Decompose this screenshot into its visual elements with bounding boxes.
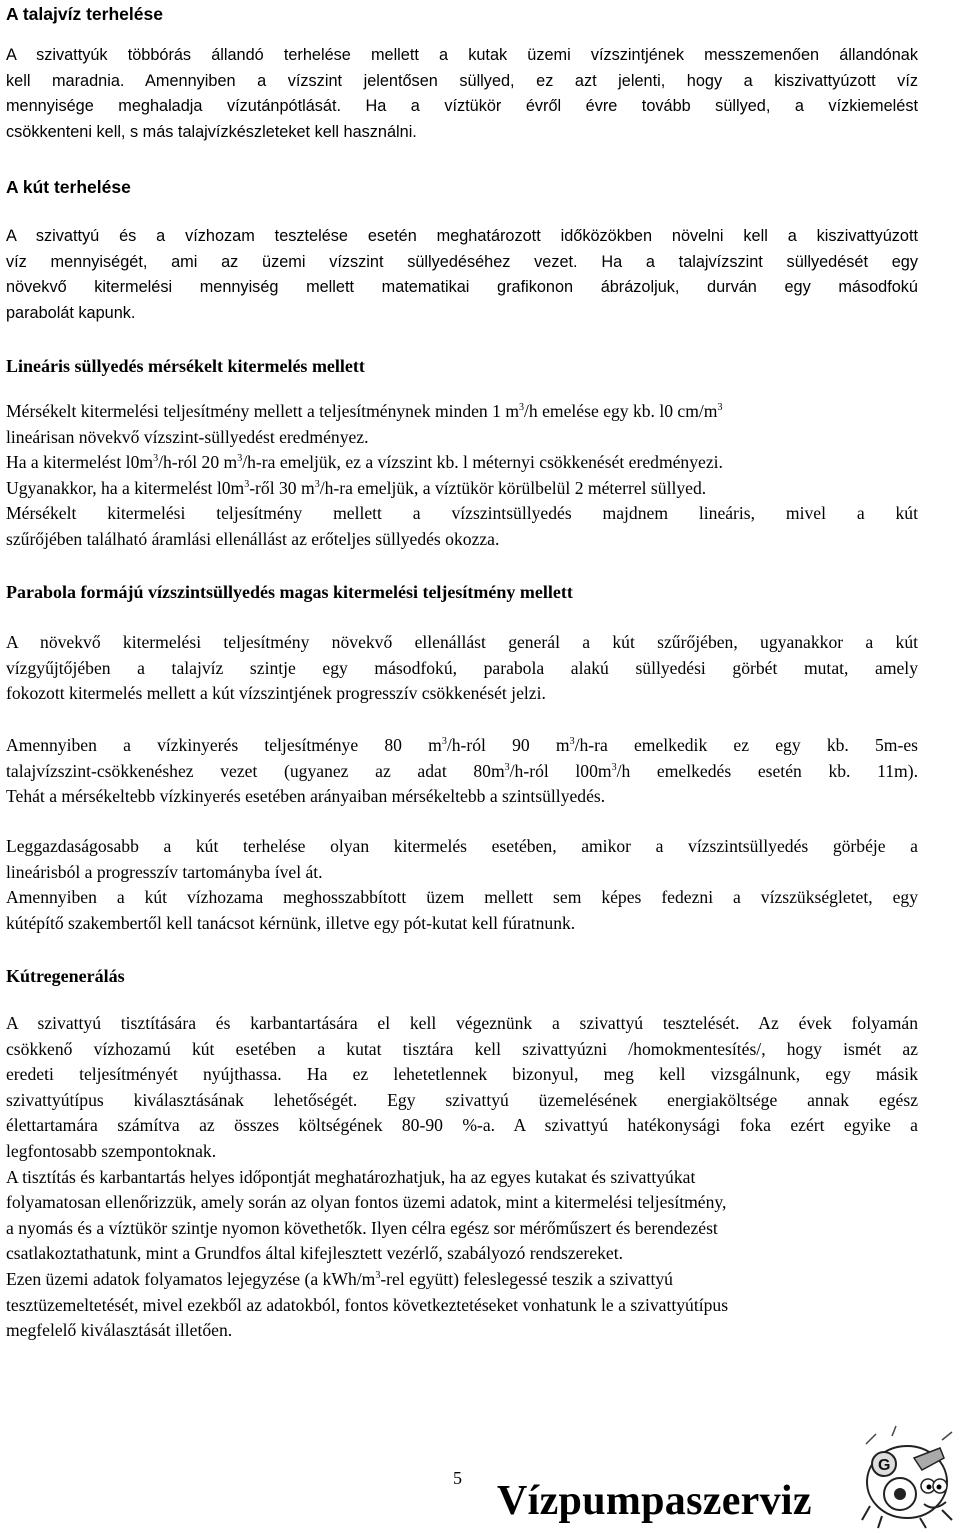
heading-talajviz-terhelese: A talajvíz terhelése bbox=[6, 4, 163, 24]
text-line: lineárisan növekvő vízszint-süllyedést eredményez. bbox=[6, 426, 369, 447]
text-line: Amennyiben a kút vízhozama meghosszabbított üzem mellett sem képes fedezni a vízszükségletet, egy bbox=[6, 887, 918, 908]
footer-brand: Vízpumpaszerviz bbox=[497, 1478, 812, 1524]
text-line: kútépítő szakembertől kell tanácsot kérnünk, illetve egy pót-kutat kell fúratnunk. bbox=[6, 912, 576, 933]
pump-mascot-logo-icon bbox=[852, 1424, 958, 1530]
text-line: Ezen üzemi adatok folyamatos lejegyzése (a kWh/$m^3$-rel együtt) feleslegessé teszik a szivattyú bbox=[6, 1268, 673, 1289]
page-number: 5 bbox=[453, 1468, 462, 1488]
paragraph-kut-terhelese bbox=[6, 224, 918, 326]
text-line: Leggazdaságosabb a kút terhelése olyan kitermelés esetében, amikor a vízszintsüllyedés görbéje a bbox=[6, 836, 918, 856]
text-line: legfontosabb szempontoknak. bbox=[6, 1140, 217, 1161]
text-line: fokozott kitermelés mellett a kút vízszintjének progresszív csökkenését jelzi. bbox=[6, 683, 546, 704]
text-line: parabolát kapunk. bbox=[6, 303, 136, 322]
paragraph-kutregeneralas bbox=[6, 1011, 918, 1344]
text-line: víz mennyiségét, ami az üzemi vízszint süllyedéséhez vezet. Ha a talajvízszint süllyedését egy bbox=[6, 252, 918, 271]
text-line: Ha a kitermelést $l0m^3/h$-ról 20 $m^3/h-ra$ emeljük, ez a vízszint kb. l méternyi csökkenését eredményezi. bbox=[6, 452, 723, 473]
text-line: Mérsékelt kitermelési teljesítmény mellett a teljesítménynek minden 1 $m^3/h$ emelése egy kb. l0 $cm/m^3$ bbox=[6, 401, 723, 421]
paragraph-linearis bbox=[6, 399, 918, 553]
text-line: Tehát a mérsékeltebb vízkinyerés esetében arányaiban mérsékeltebb a szintsüllyedés. bbox=[6, 786, 606, 807]
text-line: kell maradnia. Amennyiben a vízszint jelentősen süllyed, ez azt jelenti, hogy a kiszivattyúzott víz bbox=[6, 71, 918, 90]
text-line: csatlakoztathatunk, mint a Grundfos által kifejlesztett vezérlő, szabályozó rendszereket. bbox=[6, 1243, 623, 1264]
heading-kutregeneralas: Kútregenerálás bbox=[6, 966, 125, 986]
text-line: élettartamára számítva az összes költségének 80-90 %-a. A szivattyú hatékonysági foka ezért egyike a bbox=[6, 1115, 918, 1136]
text-line: Amennyiben a vízkinyerés teljesítménye 80 $m^3/h$-ról 90 $m^3/h-ra$ emelkedik ez egy kb. 5m-es bbox=[6, 735, 918, 755]
text-line: A növekvő kitermelési teljesítmény növekvő ellenállást generál a kút szűrőjében, ugyanakkor a kút bbox=[6, 632, 918, 652]
text-line: csökkenteni kell, s más talajvízkészleteket kell használni. bbox=[6, 122, 417, 141]
paragraph-parabola-3 bbox=[6, 834, 918, 936]
text-line: mennyisége meghaladja vízutánpótlását. Ha a víztükör évről évre tovább süllyed, a vízkiemelést bbox=[6, 97, 918, 116]
text-line: növekvő kitermelési mennyiség mellett matematikai grafikonon ábrázoljuk, durván egy másodfokú bbox=[6, 278, 918, 297]
text-line: A szivattyú tisztítására és karbantartására el kell végeznünk a szivattyú tesztelését. Az évek folyamán bbox=[6, 1013, 918, 1033]
heading-linearis-sullyedes: Lineáris süllyedés mérsékelt kitermelés mellett bbox=[6, 356, 365, 376]
paragraph-talajviz bbox=[6, 43, 918, 145]
text-line: A tisztítás és karbantartás helyes időpontját meghatározhatjuk, ha az egyes kutakat és szivattyúkat bbox=[6, 1166, 696, 1187]
paragraph-parabola-2 bbox=[6, 733, 918, 810]
text-line: tesztüzemeltetését, mivel ezekből az adatokból, fontos következtetéseket vonhatunk le a szivattyútípus bbox=[6, 1294, 729, 1315]
text-line: Mérsékelt kitermelési teljesítmény mellett a vízszintsüllyedés majdnem lineáris, mivel a kút bbox=[6, 503, 918, 524]
text-line: szivattyútípus kiválasztásának lehetőségét. Egy szivattyú üzemelésének energiaköltsége annak egész bbox=[6, 1089, 918, 1110]
paragraph-parabola-1 bbox=[6, 630, 918, 707]
text-line: A szivattyúk többórás állandó terhelése mellett a kutak üzemi vízszintjének messzemenően állandónak bbox=[6, 46, 918, 64]
text-line: szűrőjében található áramlási ellenállást az erőteljes süllyedés okozza. bbox=[6, 528, 500, 549]
text-line: folyamatosan ellenőrizzük, amely során az olyan fontos üzemi adatok, mint a kitermelési teljesítmény, bbox=[6, 1192, 727, 1213]
text-line: A szivattyú és a vízhozam tesztelése esetén meghatározott időközökben növelni kell a kiszivattyúzott bbox=[6, 227, 918, 245]
heading-parabola: Parabola formájú vízszintsüllyedés magas kitermelési teljesítmény mellett bbox=[6, 582, 573, 602]
text-line: eredeti teljesítményét nyújthassa. Ha ez lehetetlennek bizonyul, meg kell vizsgálnunk, egy másik bbox=[6, 1064, 918, 1085]
text-line: a nyomás és a víztükör szintje nyomon követhetők. Ilyen célra egész sor mérőműszert és berendezést bbox=[6, 1217, 718, 1238]
text-line: csökkenő vízhozamú kút esetében a kutat tisztára kell szivattyúzni /homokmentesítés/, hogy ismét az bbox=[6, 1038, 918, 1059]
heading-kut-terhelese: A kút terhelése bbox=[6, 177, 131, 197]
text-line: vízgyűjtőjében a talajvíz szintje egy másodfokú, parabola alakú süllyedési görbét mutat, amely bbox=[6, 657, 918, 678]
text-line: megfelelő kiválasztását illetően. bbox=[6, 1320, 233, 1341]
text-line: talajvízszint-csökkenéshez vezet (ugyanez az adat $80m^3/h$-ról $l00m^3/h$ emelkedés esetén kb. 11m). bbox=[6, 760, 918, 781]
text-line: lineárisból a progresszív tartományba ível át. bbox=[6, 861, 323, 882]
text-line: Ugyanakkor, ha a kitermelést $l0m^3$-ről 30 $m^3/h-ra$ emeljük, a víztükör körülbelül 2 méterrel süllyed. bbox=[6, 477, 707, 498]
svg-text:G: G bbox=[878, 1457, 891, 1474]
